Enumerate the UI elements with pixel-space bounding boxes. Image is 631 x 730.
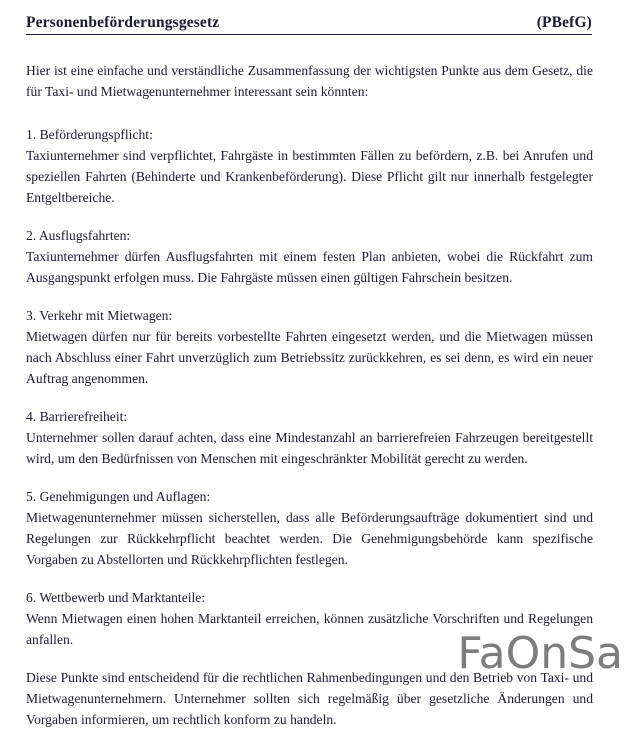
section-2-body: Taxiunternehmer dürfen Ausflugsfahrten mit einem festen Plan anbieten, wobei die Rückfahrt zum Ausgangspunkt erfolgen muss. Die Fahrgäste müssen einen gültigen Fahrschein besitzen. [26,249,593,285]
section-2-heading: 2. Ausflugsfahrten: [26,228,131,243]
document-body [26,60,593,730]
closing-paragraph: Diese Punkte sind entscheidend für die rechtlichen Rahmenbedingungen und den Betrieb von Taxi- und Mietwagenunternehmern. Unternehmer sollten sich regelmäßig über gesetzliche Änderungen und Vorgaben informieren, um rechtlich konform zu handeln. [26,670,593,727]
section-5-heading: 5. Genehmigungen und Auflagen: [26,489,211,504]
section-1-heading: 1. Beförderungspflicht: [26,127,153,142]
intro-paragraph: Hier ist eine einfache und verständliche Zusammenfassung der wichtigsten Punkte aus dem Gesetz, die für Taxi- und Mietwagenunternehmer interessant sein könnten: [26,63,593,99]
section-4 [26,406,593,469]
section-5-body: Mietwagenunternehmer müssen sicherstellen, dass alle Beförderungsaufträge dokumentiert sind und Regelungen zur Rückkehrpflicht beachtet werden. Die Genehmigungsbehörde kann spezifische Vorgaben zu Abstellorten und Rückkehrpflichten festlegen. [26,510,593,567]
section-4-body: Unternehmer sollen darauf achten, dass eine Mindestanzahl an barrierefreien Fahrzeugen bereitgestellt wird, um den Bedürfnissen von Menschen mit eingeschränkter Mobilität gerecht zu werden. [26,430,593,466]
section-3-body: Mietwagen dürfen nur für bereits vorbestellte Fahrten eingesetzt werden, und die Mietwagen müssen nach Abschluss einer Fahrt unverzüglich zum Betriebssitz zurückkehren, es sei denn, es wird ein neuer Auftrag angenommen. [26,329,593,386]
document-header [26,14,592,35]
section-5 [26,486,593,570]
section-4-heading: 4. Barrierefreiheit: [26,409,128,424]
section-6-heading: 6. Wettbewerb und Marktanteile: [26,590,206,605]
section-1 [26,124,593,208]
section-3 [26,305,593,389]
section-3-heading: 3. Verkehr mit Mietwagen: [26,308,173,323]
section-2 [26,225,593,288]
section-6-body: Wenn Mietwagen einen hohen Marktanteil erreichen, können zusätzliche Vorschriften und Regelungen anfallen. [26,611,593,647]
section-6 [26,587,593,650]
watermark: FaOnSa [457,628,623,679]
law-abbreviation: (PBefG) [536,14,592,31]
page-title: Personenbeförderungsgesetz [26,14,220,31]
section-1-body: Taxiunternehmer sind verpflichtet, Fahrgäste in bestimmten Fällen zu befördern, z.B. bei Anrufen und speziellen Fahrten (Behinderte und Krankenbeförderung). Diese Pflicht gilt nur innerhalb festgelegter Entgeltbereiche. [26,148,593,205]
